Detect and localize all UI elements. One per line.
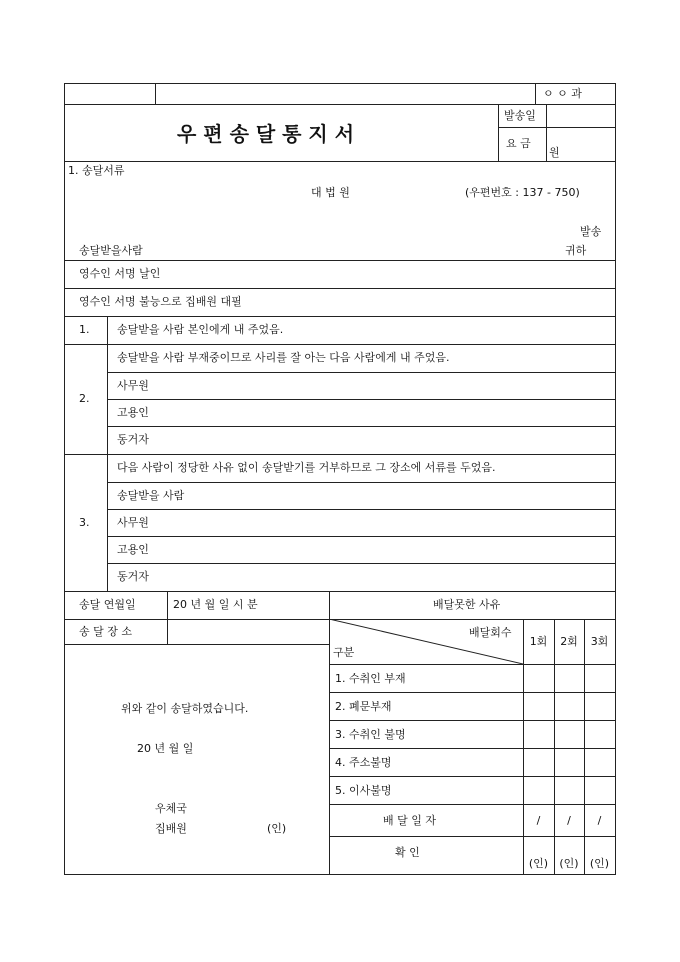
rule — [523, 619, 524, 874]
rule — [329, 720, 615, 721]
attempt-2-seal: (인) — [559, 857, 579, 870]
dispatch-label: 발송 — [580, 225, 602, 238]
attempt-1-header: 1회 — [529, 635, 548, 648]
rule — [107, 426, 615, 427]
post-office-label: 우체국 — [155, 802, 187, 815]
method-3-option-cohabitant: 동거자 — [117, 570, 149, 583]
department-label: ㅇ ㅇ 과 — [543, 87, 582, 100]
delivery-place-label: 송 달 장 소 — [79, 625, 132, 638]
rule — [498, 127, 615, 128]
rule — [107, 509, 615, 510]
method-2-option-employee: 고용인 — [117, 406, 149, 419]
rule — [65, 344, 615, 345]
rule — [554, 619, 555, 874]
attempt-3-header: 3회 — [590, 635, 609, 648]
method-2-text: 송달받을 사람 부재중이므로 사리를 잘 아는 다음 사람에게 내 주었음. — [117, 351, 450, 364]
rule — [329, 776, 615, 777]
delivery-date-label: 배 달 일 자 — [383, 814, 436, 827]
delivery-datetime-value: 20 년 월 일 시 분 — [173, 598, 258, 611]
rule — [65, 288, 615, 289]
rule — [65, 644, 329, 645]
rule — [546, 104, 547, 161]
reason-absent: 1. 수취인 부재 — [335, 672, 406, 685]
rule — [107, 316, 108, 591]
method-3-number: 3. — [79, 516, 90, 529]
send-date-label: 발송일 — [504, 109, 536, 122]
rule — [329, 836, 615, 837]
attempt-1-seal: (인) — [528, 857, 549, 870]
method-3-option-recipient: 송달받을 사람 — [117, 489, 185, 502]
fee-unit: 원 — [549, 146, 560, 159]
rule — [167, 591, 168, 644]
documents-label: 1. 송달서류 — [68, 164, 125, 177]
rule — [107, 536, 615, 537]
method-2-number: 2. — [79, 392, 90, 405]
confirm-label: 확 인 — [395, 846, 420, 859]
reason-unknown-recipient: 3. 수취인 불명 — [335, 728, 406, 741]
method-2-option-office-worker: 사무원 — [117, 379, 149, 392]
rule — [584, 619, 585, 874]
rule — [65, 316, 615, 317]
honorific: 귀하 — [565, 244, 587, 257]
statement-text: 위와 같이 송달하였습니다. — [121, 702, 249, 715]
rule — [65, 104, 615, 105]
delivery-datetime-label: 송달 연월일 — [79, 598, 136, 611]
method-3-option-employee: 고용인 — [117, 543, 149, 556]
rule — [65, 260, 615, 261]
method-3-option-office-worker: 사무원 — [117, 516, 149, 529]
rule — [329, 748, 615, 749]
rule — [107, 399, 615, 400]
method-1-number: 1. — [79, 323, 90, 336]
rule — [329, 692, 615, 693]
method-3-text: 다음 사람이 정당한 사유 없이 송달받기를 거부하므로 그 장소에 서류를 두었음. — [117, 461, 496, 474]
reason-moved: 5. 이사불명 — [335, 784, 392, 797]
attempt-1-date: / — [536, 814, 541, 827]
attempt-2-header: 2회 — [560, 635, 578, 648]
rule — [107, 563, 615, 564]
category-label: 구분 — [333, 646, 355, 659]
recipient-label: 송달받을사람 — [79, 244, 143, 257]
proxy-signature-label: 영수인 서명 불능으로 집배원 대필 — [79, 295, 242, 308]
carrier-label: 집배원 — [155, 822, 187, 835]
delivery-count-label: 배달회수 — [469, 626, 512, 639]
reason-closed: 2. 폐문부재 — [335, 700, 392, 713]
postal-code: (우편번호 : 137 - 750) — [465, 186, 580, 199]
sender-name: 대 법 원 — [311, 186, 350, 199]
rule — [498, 104, 499, 161]
rule — [329, 664, 615, 665]
rule — [107, 482, 615, 483]
attempt-3-date: / — [597, 814, 602, 827]
statement-date: 20 년 월 일 — [137, 742, 194, 755]
delivery-notice-form — [64, 83, 616, 875]
rule — [65, 161, 615, 162]
rule — [65, 591, 615, 592]
rule — [329, 804, 615, 805]
reason-unknown-address: 4. 주소불명 — [335, 756, 392, 769]
attempt-2-date: / — [567, 814, 571, 827]
method-1-text: 송달받을 사람 본인에게 내 주었음. — [117, 323, 284, 336]
rule — [107, 372, 615, 373]
form-title: 우 편 송 달 통 지 서 — [177, 122, 355, 146]
rule — [155, 84, 156, 104]
carrier-seal: (인) — [267, 822, 287, 835]
rule — [535, 84, 536, 104]
attempt-3-seal: (인) — [589, 857, 610, 870]
failure-title: 배달못한 사유 — [433, 598, 501, 611]
fee-label: 요 금 — [506, 137, 531, 150]
method-2-option-cohabitant: 동거자 — [117, 433, 149, 446]
rule — [65, 454, 615, 455]
receipt-signature-label: 영수인 서명 날인 — [79, 267, 161, 280]
